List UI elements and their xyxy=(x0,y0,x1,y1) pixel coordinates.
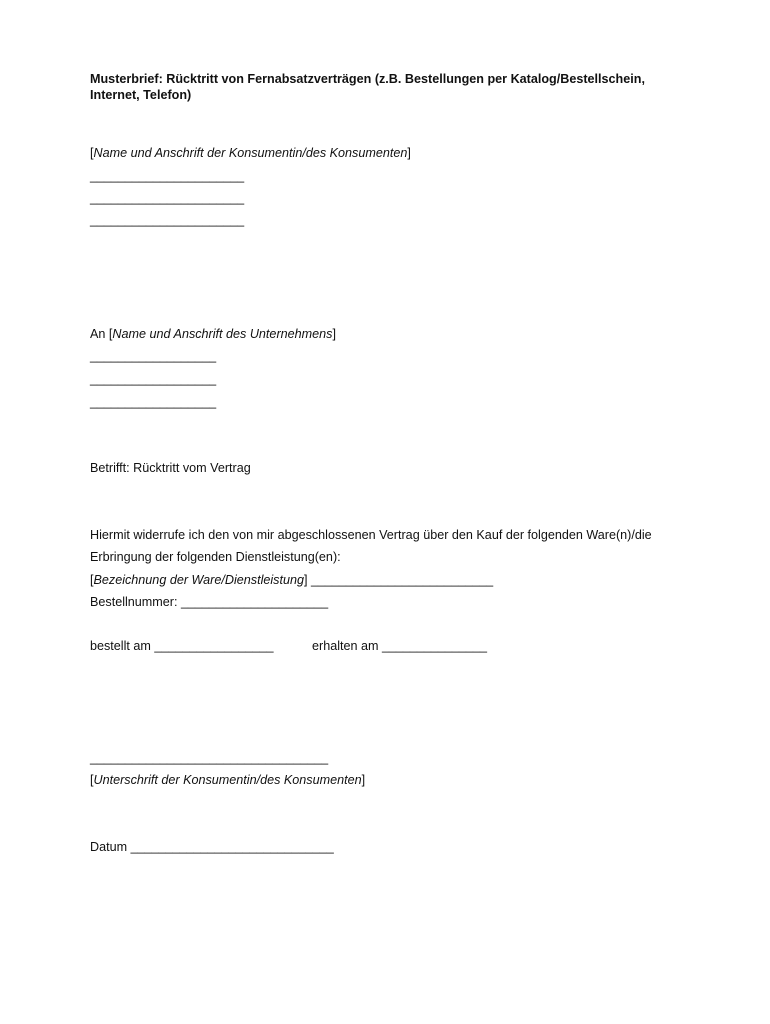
company-address-line-2[interactable]: __________________ xyxy=(90,372,217,386)
signature-caption xyxy=(90,772,365,788)
bracket-open: [ xyxy=(90,573,94,587)
company-label: Name und Anschrift des Unternehmens xyxy=(112,327,333,341)
signature-label: Unterschrift der Konsumentin/des Konsumenten xyxy=(93,773,362,787)
subject-line: Betrifft: Rücktritt vom Vertrag xyxy=(90,461,251,475)
goods-label: Bezeichnung der Ware/Dienstleistung xyxy=(93,573,304,587)
consumer-label: Name und Anschrift der Konsumentin/des Konsumenten xyxy=(93,146,408,160)
ordered-date-field[interactable]: bestellt am _________________ xyxy=(90,639,274,653)
company-heading xyxy=(90,326,336,342)
body-line-1: Hiermit widerrufe ich den von mir abgeschlossenen Vertrag über den Kauf der folgenden Ware(n)/die xyxy=(90,528,652,542)
bracket-open: [ xyxy=(90,773,94,787)
consumer-address-line-1[interactable]: ______________________ xyxy=(90,169,245,183)
consumer-address-line-2[interactable]: ______________________ xyxy=(90,191,245,205)
goods-blank[interactable]: ] __________________________ xyxy=(303,573,494,587)
company-address-line-3[interactable]: __________________ xyxy=(90,395,217,409)
consumer-address-line-3[interactable]: ______________________ xyxy=(90,213,245,227)
bracket-close: ] xyxy=(361,773,366,787)
consumer-heading xyxy=(90,145,411,161)
signature-line[interactable]: __________________________________ xyxy=(90,751,329,765)
order-number-field[interactable]: Bestellnummer: _____________________ xyxy=(90,595,329,609)
body-line-2: Erbringung der folgenden Dienstleistung(en): xyxy=(90,550,341,564)
document-title: Musterbrief: Rücktritt von Fernabsatzverträgen (z.B. Bestellungen per Katalog/Bestellschein, Internet, Telefon) xyxy=(90,72,645,102)
company-prefix: An [ xyxy=(90,327,113,341)
company-address-line-1[interactable]: __________________ xyxy=(90,349,217,363)
goods-field[interactable] xyxy=(90,572,493,588)
received-date-field[interactable]: erhalten am _______________ xyxy=(312,639,488,653)
bracket-open: [ xyxy=(90,146,94,160)
bracket-close: ] xyxy=(332,327,336,341)
date-field[interactable]: Datum _____________________________ xyxy=(90,840,334,854)
bracket-close: ] xyxy=(407,146,411,160)
